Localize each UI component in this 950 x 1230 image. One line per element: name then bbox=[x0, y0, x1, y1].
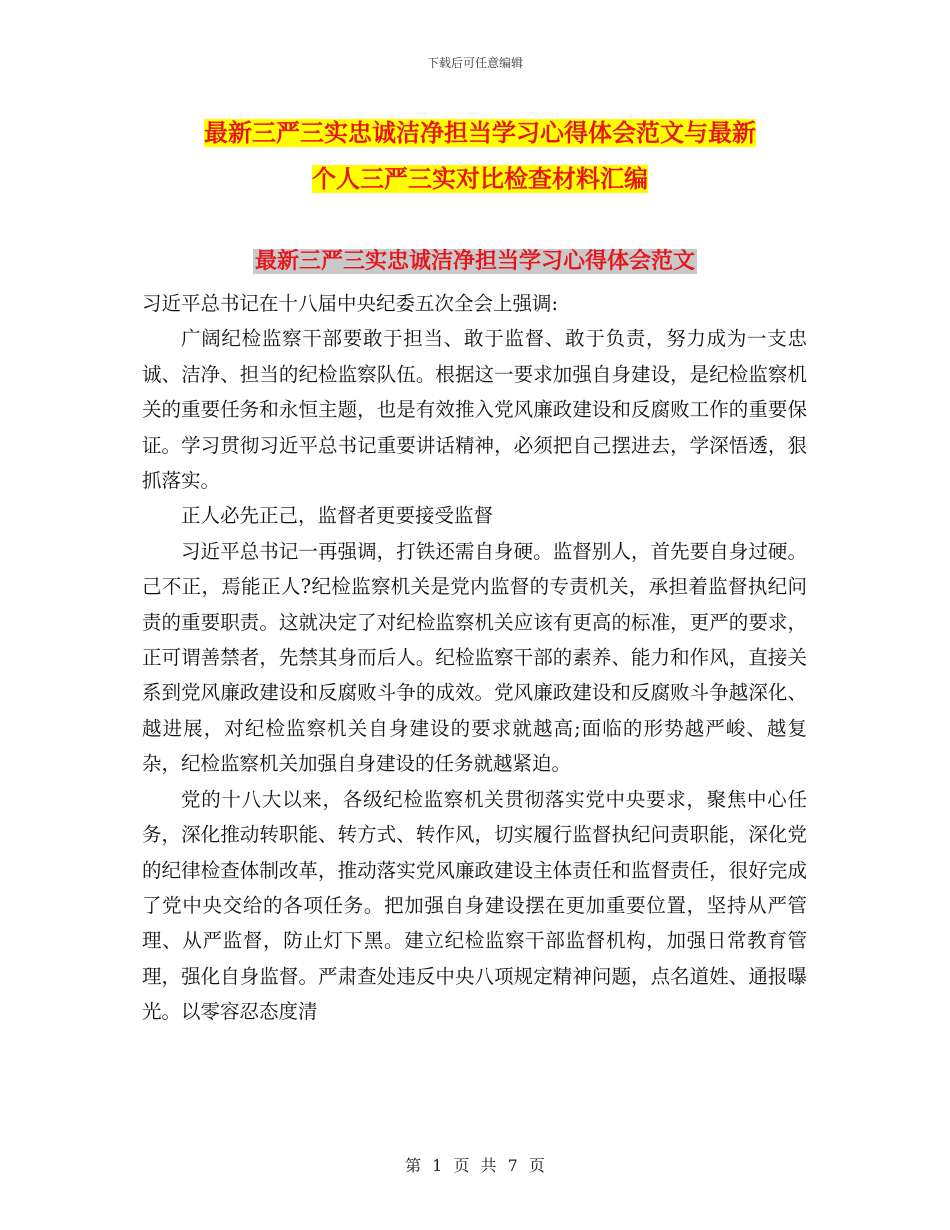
paragraph-intro: 习近平总书记在十八届中央纪委五次全会上强调: bbox=[142, 292, 559, 315]
header-note: 下载后可任意编辑 bbox=[426, 56, 523, 70]
paragraph-subheading: 正人必先正己，监督者更要接受监督 bbox=[181, 504, 494, 528]
paragraph: 习近平总书记一再强调，打铁还需自身硬。监督别人，首先要自身过硬。己不正，焉能正人?纪检监察机关是党内监督的专责机关，承担着监督执纪问责的重要职责。这就决定了对纪检监察机关应该有更高的标准，更严的要求，正可谓善禁者，先禁其身而后人。纪检监察干部的素养、能力和作风，直接关系到党风廉政建设和反腐败斗争的成效。党风廉政建设和反腐败斗争越深化、越进展，对纪检监察机关自身建设的要求就越高;面临的形势越严峻、越复杂，纪检监察机关加强自身建设的任务就越紧迫。 bbox=[142, 539, 807, 776]
document-title-line-2: 个人三严三实对比检查材料汇编 bbox=[312, 165, 648, 193]
document-title bbox=[150, 110, 810, 202]
document-title-line-1: 最新三严三实忠诚洁净担当学习心得体会范文与最新 bbox=[204, 119, 756, 147]
paragraph: 党的十八大以来，各级纪检监察机关贯彻落实党中央要求，聚焦中心任务，深化推动转职能、转方式、转作风，切实履行监督执纪问责职能，深化党的纪律检查体制改革，推动落实党风廉政建设主体责任和监督责任，很好完成了党中央交给的各项任务。把加强自身建设摆在更加重要位置，坚持从严管理、从严监督，防止灯下黑。建立纪检监察干部监督机构，加强日常教育管理，强化自身监督。严肃查处违反中央八项规定精神问题，点名道姓、通报曝光。以零容忍态度清 bbox=[142, 787, 807, 1024]
body-text bbox=[142, 286, 807, 1030]
paragraph: 广阔纪检监察干部要敢于担当、敢于监督、敢于负责，努力成为一支忠诚、洁净、担当的纪检监察队伍。根据这一要求加强自身建设，是纪检监察机关的重要任务和永恒主题，也是有效推入党风廉政建设和反腐败工作的重要保证。学习贯彻习近平总书记重要讲话精神，必须把自己摆进去，学深悟透，狠抓落实。 bbox=[142, 327, 807, 493]
section-title-text: 最新三严三实忠诚洁净担当学习心得体会范文 bbox=[254, 249, 695, 274]
section-title bbox=[0, 246, 950, 278]
page-number-footer: 第 1 页 共 7 页 bbox=[405, 1156, 545, 1175]
